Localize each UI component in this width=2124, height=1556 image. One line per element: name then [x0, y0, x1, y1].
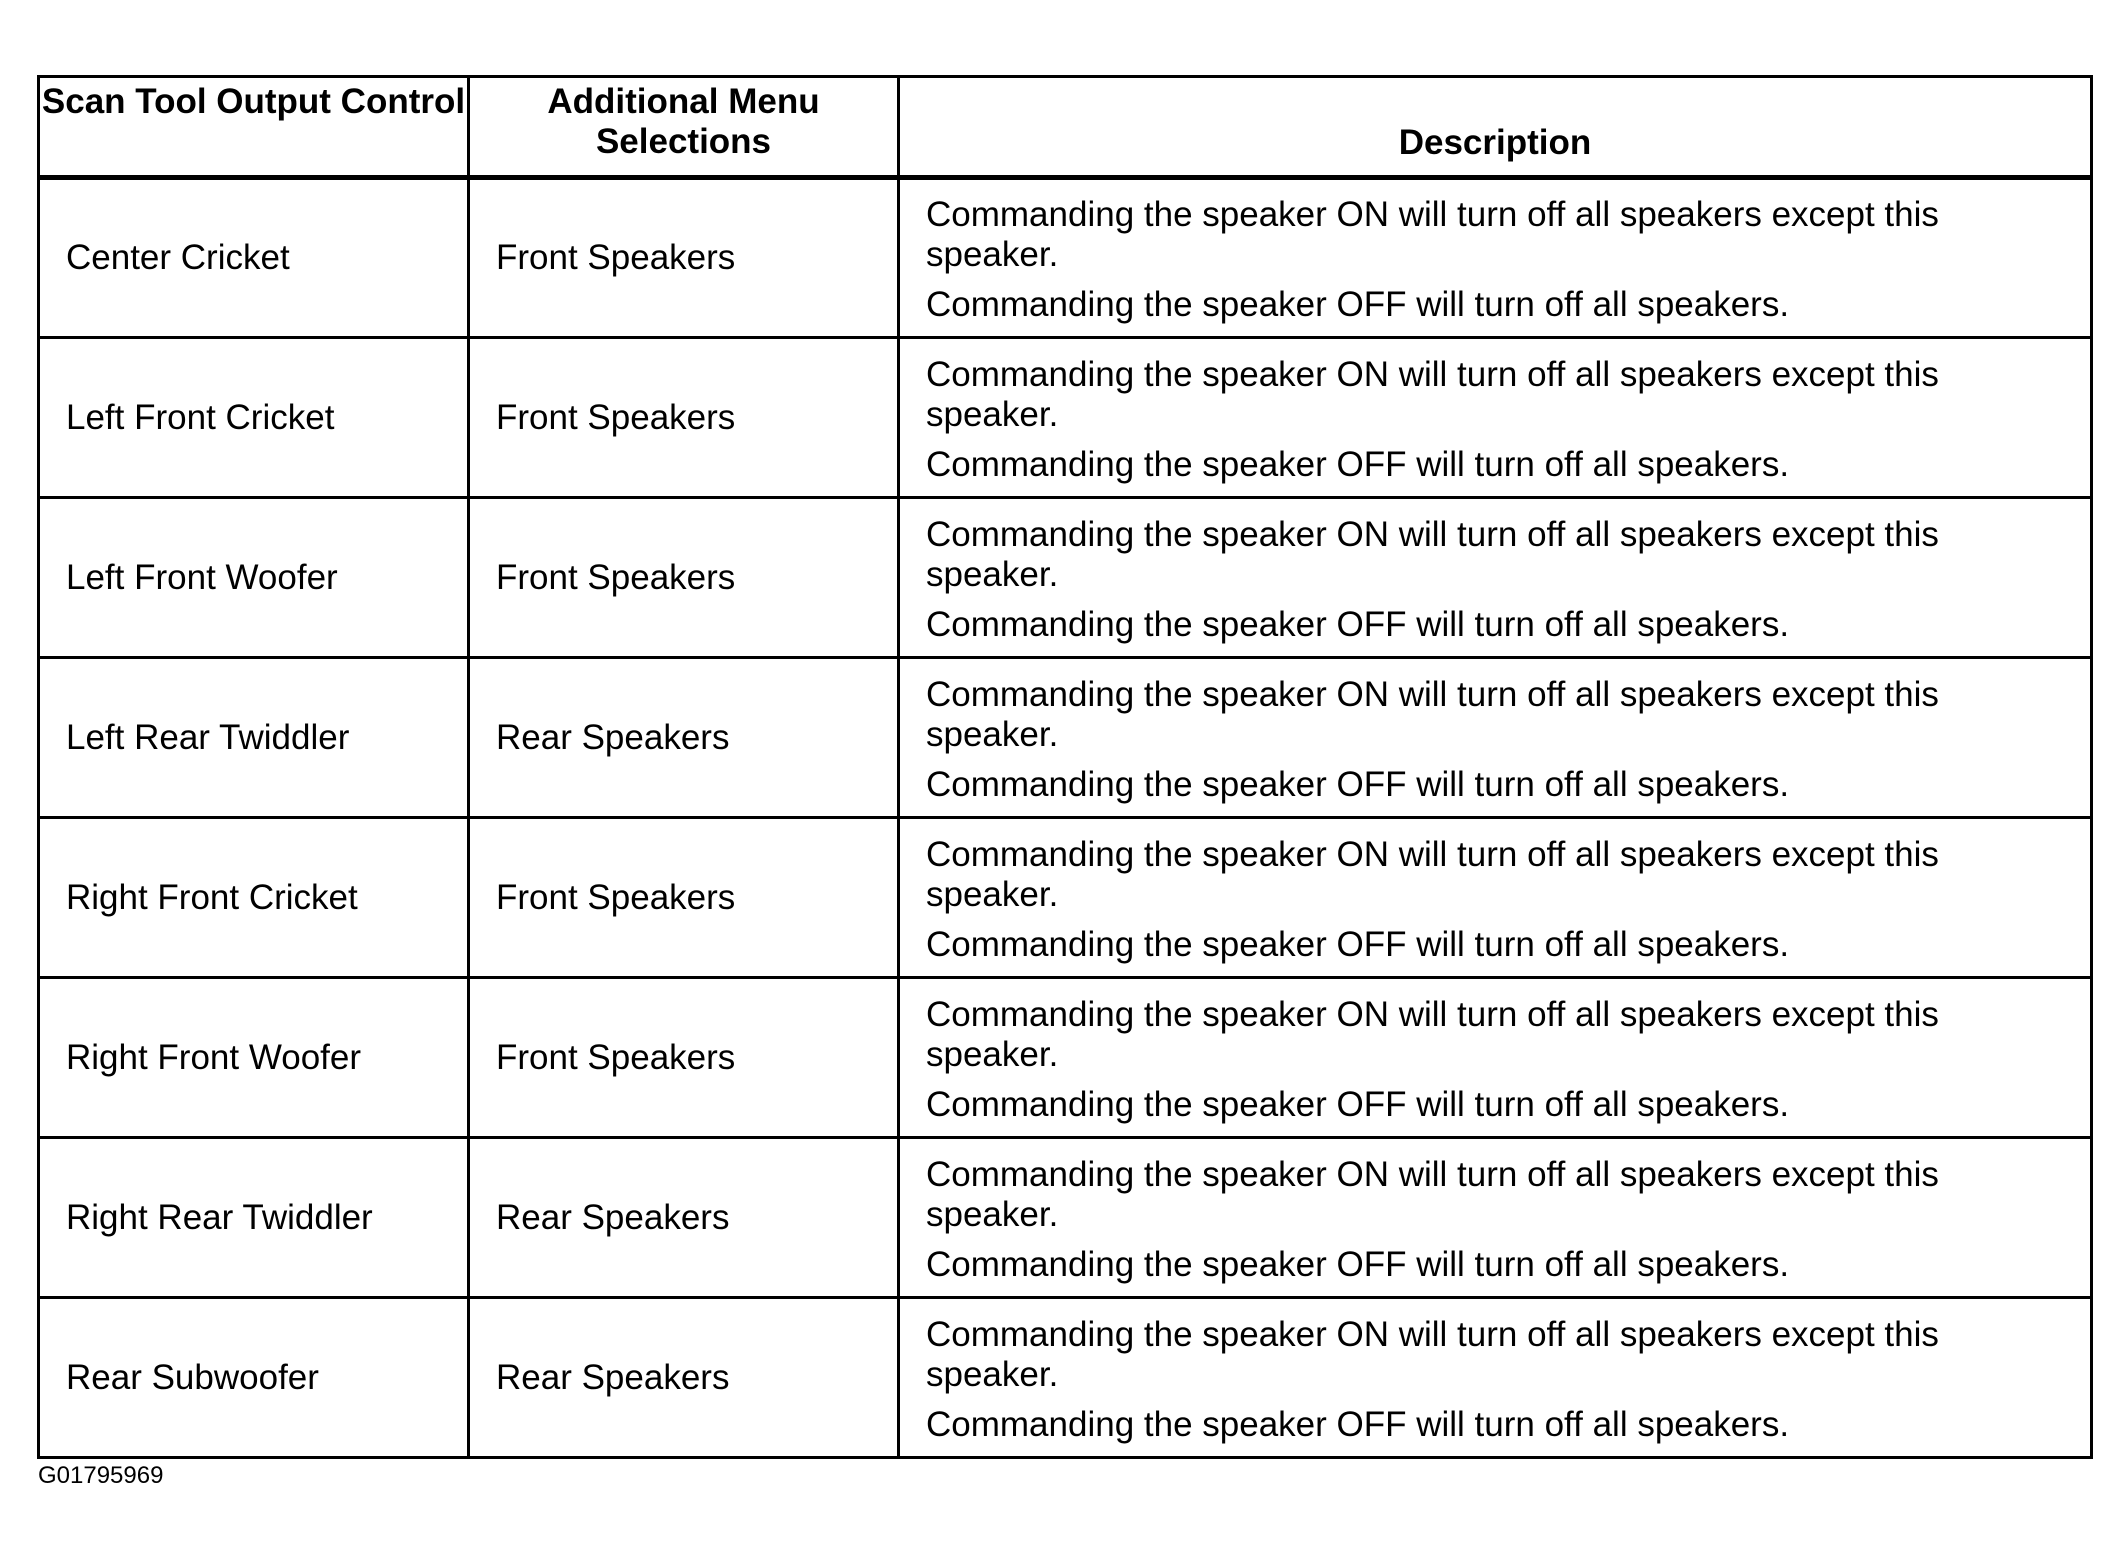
- description-cell: [899, 818, 2092, 978]
- figure-id-label: G01795969: [38, 1462, 164, 1489]
- description-off-text: Commanding the speaker OFF will turn off all speakers.: [926, 1404, 1790, 1444]
- description-on-text: Commanding the speaker ON will turn off all speakers except this speaker.: [926, 354, 1939, 434]
- description-cell: [899, 178, 2092, 338]
- menu-cell: Rear Speakers: [469, 658, 899, 818]
- menu-cell: Front Speakers: [469, 498, 899, 658]
- table-header-row: [39, 77, 2092, 178]
- control-cell: Right Front Cricket: [39, 818, 469, 978]
- table-row: [39, 818, 2092, 978]
- control-cell: Rear Subwoofer: [39, 1298, 469, 1458]
- description-off-text: Commanding the speaker OFF will turn off all speakers.: [926, 1084, 1790, 1124]
- header-additional-menu-selections: Additional Menu Selections: [469, 77, 899, 178]
- description-cell: [899, 1138, 2092, 1298]
- menu-cell: Front Speakers: [469, 978, 899, 1138]
- header-description: Description: [899, 77, 2092, 178]
- control-cell: Left Front Woofer: [39, 498, 469, 658]
- description-cell: [899, 658, 2092, 818]
- description-off-text: Commanding the speaker OFF will turn off all speakers.: [926, 924, 1790, 964]
- menu-cell: Front Speakers: [469, 338, 899, 498]
- output-control-table: [37, 75, 2093, 1459]
- output-control-table-container: [37, 75, 2090, 1459]
- description-off-text: Commanding the speaker OFF will turn off all speakers.: [926, 444, 1790, 484]
- description-on-text: Commanding the speaker ON will turn off all speakers except this speaker.: [926, 674, 1939, 754]
- menu-cell: Rear Speakers: [469, 1298, 899, 1458]
- description-cell: [899, 978, 2092, 1138]
- header-scan-tool-output-control: Scan Tool Output Control: [39, 77, 469, 178]
- table-row: [39, 1298, 2092, 1458]
- description-on-text: Commanding the speaker ON will turn off all speakers except this speaker.: [926, 994, 1939, 1074]
- table-row: [39, 338, 2092, 498]
- control-cell: Left Front Cricket: [39, 338, 469, 498]
- table-row: [39, 658, 2092, 818]
- description-cell: [899, 498, 2092, 658]
- description-off-text: Commanding the speaker OFF will turn off all speakers.: [926, 604, 1790, 644]
- control-cell: Right Rear Twiddler: [39, 1138, 469, 1298]
- description-cell: [899, 338, 2092, 498]
- table-row: [39, 178, 2092, 338]
- table-row: [39, 498, 2092, 658]
- description-off-text: Commanding the speaker OFF will turn off all speakers.: [926, 764, 1790, 804]
- description-off-text: Commanding the speaker OFF will turn off all speakers.: [926, 1244, 1790, 1284]
- table-row: [39, 1138, 2092, 1298]
- control-cell: Left Rear Twiddler: [39, 658, 469, 818]
- table-row: [39, 978, 2092, 1138]
- description-on-text: Commanding the speaker ON will turn off all speakers except this speaker.: [926, 834, 1939, 914]
- menu-cell: Front Speakers: [469, 818, 899, 978]
- menu-cell: Front Speakers: [469, 178, 899, 338]
- description-on-text: Commanding the speaker ON will turn off all speakers except this speaker.: [926, 195, 1939, 274]
- control-cell: Center Cricket: [39, 178, 469, 338]
- description-on-text: Commanding the speaker ON will turn off all speakers except this speaker.: [926, 1154, 1939, 1234]
- description-on-text: Commanding the speaker ON will turn off all speakers except this speaker.: [926, 1314, 1939, 1394]
- description-on-text: Commanding the speaker ON will turn off all speakers except this speaker.: [926, 514, 1939, 594]
- control-cell: Right Front Woofer: [39, 978, 469, 1138]
- description-off-text: Commanding the speaker OFF will turn off all speakers.: [926, 285, 1790, 324]
- description-cell: [899, 1298, 2092, 1458]
- menu-cell: Rear Speakers: [469, 1138, 899, 1298]
